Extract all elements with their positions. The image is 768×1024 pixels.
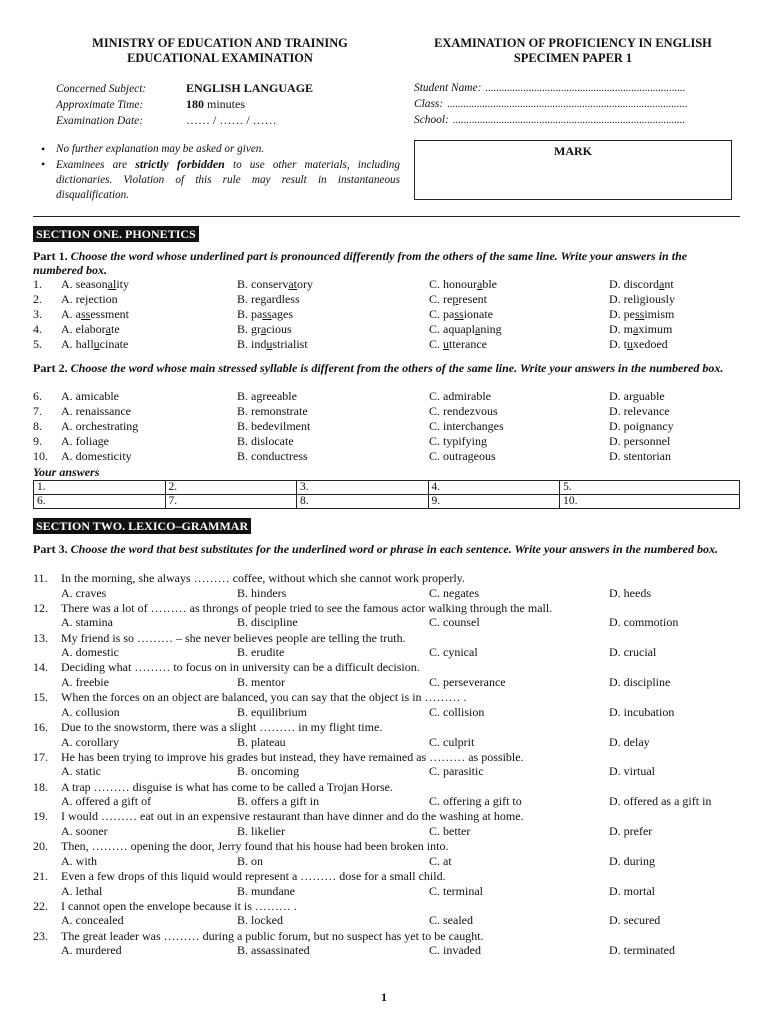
option-a[interactable]: A. lethal [61, 883, 103, 898]
option-a[interactable]: A. hallucinate [61, 337, 129, 351]
part2-label: Part 2. [33, 361, 68, 375]
answer-row [34, 495, 740, 509]
option-c[interactable]: C. honourable [429, 277, 497, 291]
question-number: 14. [33, 660, 48, 675]
question-options [33, 764, 733, 779]
option-a[interactable]: A. orchestrating [61, 419, 139, 433]
part3-label: Part 3. [33, 542, 68, 556]
question-stem [33, 571, 733, 586]
question-row [33, 337, 733, 352]
option-a[interactable]: A. corollary [61, 734, 119, 749]
section-two-title: SECTION TWO. LEXICO–GRAMMAR [33, 518, 251, 534]
option-b[interactable]: B. offers a gift in [237, 794, 320, 809]
time-label: Approximate Time: [56, 99, 144, 111]
answer-cell[interactable]: 6. [34, 495, 166, 509]
question-number: 12. [33, 600, 48, 615]
question-text: I cannot open the envelope because it is ……… . [61, 898, 297, 913]
date-label: Examination Date: [56, 115, 143, 127]
question-text: My friend is so ……… – she never believes people are telling the truth. [61, 630, 406, 645]
question-number: 16. [33, 720, 48, 734]
exam-title-header [414, 36, 732, 66]
question-number: 23. [33, 928, 48, 943]
option-c[interactable]: C. counsel [429, 615, 480, 630]
ministry-line2: EDUCATIONAL EXAMINATION [127, 51, 313, 65]
option-b[interactable]: B. erudite [237, 645, 285, 660]
question-number: 20. [33, 839, 48, 854]
ministry-header [70, 36, 370, 66]
question-text: The great leader was ……… during a public forum, but no suspect has yet to be caught. [61, 928, 484, 943]
underlined-part: a [261, 322, 267, 336]
question-number: 9. [33, 434, 42, 448]
option-c[interactable]: C. negates [429, 585, 479, 600]
underlined-part: p [452, 292, 459, 306]
question-row [33, 322, 733, 337]
option-a[interactable]: A. collusion [61, 704, 120, 719]
option-d[interactable]: D. discipline [609, 674, 671, 689]
option-d[interactable]: D. stentorian [609, 449, 671, 463]
question-text: Deciding what ……… to focus on in university can be a difficult decision. [61, 660, 420, 675]
answer-cell[interactable]: 4. [428, 481, 560, 495]
underlined-part: u [443, 337, 450, 351]
part3-instructions [33, 542, 733, 556]
option-b[interactable]: B. discipline [237, 615, 298, 630]
underlined-part: at [288, 277, 297, 291]
option-d[interactable]: D. crucial [609, 645, 657, 660]
option-b[interactable]: B. plateau [237, 734, 286, 749]
option-c[interactable]: C. offering a gift to [429, 794, 522, 809]
option-d[interactable]: D. secured [609, 913, 661, 928]
question-row [33, 404, 733, 419]
option-b[interactable]: B. industrialist [237, 337, 308, 351]
time-row [56, 96, 396, 112]
option-a[interactable]: A. stamina [61, 615, 113, 630]
option-a[interactable]: A. with [61, 853, 97, 868]
question-number: 4. [33, 322, 42, 336]
question-number: 2. [33, 292, 42, 306]
option-b[interactable]: B. hinders [237, 585, 287, 600]
exam-title-line2: SPECIMEN PAPER 1 [513, 51, 633, 65]
question-options [33, 675, 733, 690]
question-number: 5. [33, 337, 42, 351]
rule-item [38, 157, 400, 203]
rule-item: • No further explanation may be asked or given. [38, 142, 400, 157]
option-d[interactable]: D. delay [609, 734, 650, 749]
question-options [33, 854, 733, 869]
answer-cell[interactable]: 3. [297, 481, 429, 495]
question-stem [33, 660, 733, 675]
mark-label: MARK [554, 144, 592, 158]
option-c[interactable]: C. better [429, 823, 471, 838]
question-number: 19. [33, 809, 48, 824]
mark-box[interactable] [414, 140, 732, 200]
option-a[interactable]: A. renaissance [61, 404, 131, 418]
subject-label: Concerned Subject: [56, 83, 147, 95]
underlined-part: ss [81, 307, 91, 321]
option-a[interactable]: A. offered a gift of [61, 794, 152, 809]
option-c[interactable]: C. cynical [429, 645, 478, 660]
option-a[interactable]: A. domestic [61, 645, 119, 660]
question-options [33, 884, 733, 899]
answer-cell[interactable]: 10. [560, 495, 740, 509]
option-b[interactable]: B. conservatory [237, 277, 313, 291]
part3-text: Choose the word that best substitutes for the underlined word or phrase in each sentence. Write your answers in the numbered box. [67, 542, 718, 556]
question-text: Then, ……… opening the door, Jerry found that his house had been broken into. [61, 839, 449, 854]
option-a[interactable]: A. static [61, 764, 101, 779]
option-a[interactable]: A. seasonality [61, 277, 130, 291]
option-d[interactable]: D. arguable [609, 389, 665, 403]
option-a[interactable]: A. elaborate [61, 322, 120, 336]
option-b[interactable]: B. agreeable [237, 389, 297, 403]
answer-cell[interactable]: 8. [297, 495, 429, 509]
question-row [33, 389, 733, 404]
underlined-part: u [266, 337, 273, 351]
rule2-pre: Examinees are [56, 159, 136, 171]
question-text: I would ……… eat out in an expensive restaurant than have dinner and do the washing at home. [61, 809, 524, 824]
option-c[interactable]: C. culprit [429, 734, 475, 749]
option-c[interactable]: C. rendezvous [429, 404, 498, 418]
option-b[interactable]: B. equilibrium [237, 704, 307, 719]
option-a[interactable]: A. domesticity [61, 449, 132, 463]
option-d[interactable]: D. relevance [609, 404, 670, 418]
question-stem [33, 690, 733, 705]
underlined-part: a [633, 322, 639, 336]
question-row [33, 434, 733, 449]
question-number: 13. [33, 630, 48, 645]
question-options [33, 943, 733, 958]
option-d[interactable]: D. discordant [609, 277, 674, 291]
option-d[interactable]: D. terminated [609, 943, 675, 958]
school-field[interactable]: ...................................................................................... [452, 115, 685, 126]
option-c[interactable]: C. aquaplaning [429, 322, 502, 336]
part2-text: Choose the word whose main stressed syllable is different from the others of the same line. Write your answers in the numbered box. [67, 361, 724, 375]
option-b[interactable]: B. oncoming [237, 764, 299, 779]
option-d[interactable]: D. offered as a gift in [609, 794, 712, 809]
option-c[interactable]: C. admirable [429, 389, 491, 403]
option-b[interactable]: B. locked [237, 913, 283, 928]
option-d[interactable]: D. poignancy [609, 419, 674, 433]
question-number: 10. [33, 449, 48, 463]
option-d[interactable]: D. commotion [609, 615, 679, 630]
question-stem [33, 601, 733, 616]
ministry-line1: MINISTRY OF EDUCATION AND TRAINING [92, 36, 348, 50]
student-name-row[interactable] [414, 80, 734, 96]
rule2-strong: strictly forbidden [135, 157, 225, 171]
option-a[interactable]: A. amicable [61, 389, 119, 403]
option-c[interactable]: C. typifying [429, 434, 488, 448]
underlined-part: a [477, 277, 483, 291]
option-d[interactable]: D. pessimism [609, 307, 675, 321]
question-stem [33, 631, 733, 646]
question-row [33, 307, 733, 322]
question-stem [33, 929, 733, 944]
underlined-part: g [639, 292, 646, 306]
question-number: 8. [33, 419, 42, 433]
school-label: School: [414, 114, 449, 126]
date-row [56, 112, 396, 128]
time-value-unit: minutes [204, 97, 245, 111]
question-stem [33, 869, 733, 884]
question-number: 15. [33, 690, 48, 705]
underlined-part: u [93, 337, 100, 351]
option-d[interactable]: D. mortal [609, 883, 655, 898]
question-row [33, 277, 733, 292]
time-value [186, 96, 245, 112]
option-b[interactable]: B. passages [237, 307, 294, 321]
option-d[interactable]: D. religiously [609, 292, 675, 306]
question-number: 22. [33, 898, 48, 913]
question-text: There was a lot of ……… as throngs of people tried to see the famous actor walking through the mall. [61, 600, 553, 615]
option-b[interactable]: B. likelier [237, 823, 285, 838]
underlined-part: ss [635, 307, 645, 321]
option-a[interactable]: A. foliage [61, 434, 109, 448]
option-c[interactable]: C. at [429, 853, 452, 868]
option-d[interactable]: D. virtual [609, 764, 655, 779]
answer-cell[interactable]: 5. [560, 481, 740, 495]
question-number: 18. [33, 779, 48, 794]
subject-row [56, 80, 396, 96]
option-c[interactable]: C. represent [429, 292, 487, 306]
exam-title-line1: EXAMINATION OF PROFICIENCY IN ENGLISH [434, 36, 712, 50]
question-stem [33, 899, 733, 914]
header-divider [33, 216, 740, 217]
answer-cell[interactable]: 2. [165, 481, 297, 495]
option-b[interactable]: B. remonstrate [237, 404, 308, 418]
class-field[interactable]: ......................................................................................... [447, 99, 688, 110]
question-stem [33, 809, 733, 824]
exam-meta [56, 80, 396, 128]
option-d[interactable]: D. maximum [609, 322, 673, 336]
question-options [33, 705, 733, 720]
option-a[interactable]: A. murdered [61, 943, 122, 958]
question-options [33, 586, 733, 601]
question-stem [33, 750, 733, 765]
option-a[interactable]: A. sooner [61, 823, 108, 838]
section-one-title: SECTION ONE. PHONETICS [33, 226, 199, 242]
class-label: Class: [414, 98, 444, 110]
question-number: 6. [33, 389, 42, 403]
question-number: 21. [33, 869, 48, 883]
answer-cell[interactable]: 9. [428, 495, 560, 509]
question-options [33, 735, 733, 750]
option-d[interactable]: D. during [609, 853, 655, 868]
option-b[interactable]: B. on [237, 853, 264, 868]
question-options [33, 794, 733, 809]
question-number: 3. [33, 307, 42, 321]
option-a[interactable]: A. concealed [61, 913, 124, 928]
answer-cell[interactable]: 1. [34, 481, 166, 495]
underlined-part: j [85, 292, 89, 306]
question-text: A trap ……… disguise is what has come to be called a Trojan Horse. [61, 779, 393, 794]
underlined-part: ss [454, 307, 464, 321]
school-row[interactable] [414, 112, 734, 128]
question-stem [33, 720, 733, 735]
underlined-part: u [627, 337, 633, 351]
option-b[interactable]: B. bedevilment [237, 419, 311, 433]
option-b[interactable]: B. dislocate [237, 434, 294, 448]
option-c[interactable]: C. passionate [429, 307, 494, 321]
option-a[interactable]: A. freebie [61, 674, 109, 689]
underlined-part: ss [262, 307, 272, 321]
option-b[interactable]: B. regardless [237, 292, 300, 306]
question-number: 11. [33, 571, 48, 585]
option-d[interactable]: D. incubation [609, 704, 675, 719]
underlined-part: a [659, 277, 665, 291]
option-c[interactable]: C. perseverance [429, 674, 506, 689]
question-number: 7. [33, 404, 42, 418]
exam-rules [38, 142, 400, 203]
part1-text: Choose the word whose underlined part is pronounced differently from the others of the same line. Write your answers in the numbered box. [33, 249, 688, 277]
option-b[interactable]: B. mundane [237, 883, 295, 898]
question-options [33, 645, 733, 660]
option-c[interactable]: C. outrageous [429, 449, 496, 463]
question-number: 1. [33, 277, 42, 291]
option-b[interactable]: B. gracious [237, 322, 292, 336]
answer-cell[interactable]: 7. [165, 495, 297, 509]
question-text: When the forces on an object are balanced, you can say that the object is in ……… . [61, 690, 467, 705]
option-b[interactable]: B. mentor [237, 674, 285, 689]
rule2-post: to use other materials, including dictionaries. Violation of this rule may result in instantaneous disqualification. [56, 159, 400, 201]
option-c[interactable]: C. sealed [429, 913, 473, 928]
question-number: 17. [33, 749, 48, 764]
underlined-part: a [105, 322, 111, 336]
student-name-field[interactable]: .......................................................................... [485, 83, 686, 94]
student-name-label: Student Name: [414, 82, 482, 94]
option-b[interactable]: B. conductress [237, 449, 308, 463]
question-stem [33, 839, 733, 854]
question-row [33, 449, 733, 464]
option-c[interactable]: C. collision [429, 704, 485, 719]
question-options [33, 913, 733, 928]
option-b[interactable]: B. assassinated [237, 943, 310, 958]
your-answers-label: Your answers [33, 465, 100, 479]
question-text: Due to the snowstorm, there was a slight ……… in my flight time. [61, 720, 383, 734]
option-d[interactable]: D. prefer [609, 823, 653, 838]
student-info [414, 80, 734, 128]
part2-instructions [33, 361, 733, 375]
part1-label: Part 1. [33, 249, 68, 263]
underlined-part: a [475, 322, 481, 336]
underlined-part: al [107, 277, 117, 291]
time-value-number: 180 [186, 97, 204, 111]
date-value: …… / …… / …… [186, 113, 277, 127]
question-text: In the morning, she always ……… coffee, without which she cannot work properly. [61, 571, 465, 585]
answer-table [33, 480, 740, 509]
option-c[interactable]: C. terminal [429, 883, 483, 898]
question-options [33, 615, 733, 630]
option-d[interactable]: D. heeds [609, 585, 651, 600]
option-d[interactable]: D. personnel [609, 434, 671, 448]
option-c[interactable]: C. interchanges [429, 419, 504, 433]
question-text: He has been trying to improve his grades but instead, they have remained as ……… as possible. [61, 749, 524, 764]
part1-instructions [33, 249, 733, 277]
class-row[interactable] [414, 96, 734, 112]
option-c[interactable]: C. invaded [429, 943, 481, 958]
question-stem [33, 780, 733, 795]
option-c[interactable]: C. parasitic [429, 764, 484, 779]
option-a[interactable]: A. assessment [61, 307, 130, 321]
question-options [33, 824, 733, 839]
option-a[interactable]: A. craves [61, 585, 107, 600]
subject-value: ENGLISH LANGUAGE [186, 81, 314, 95]
option-c[interactable]: C. utterance [429, 337, 487, 351]
underlined-part: g [260, 292, 267, 306]
page-number: 1 [381, 990, 387, 1004]
option-d[interactable]: D. tuxedoed [609, 337, 668, 351]
answer-row [34, 481, 740, 495]
question-row [33, 292, 733, 307]
option-a[interactable]: A. rejection [61, 292, 118, 306]
question-row [33, 419, 733, 434]
question-text: Even a few drops of this liquid would represent a ……… dose for a small child. [61, 869, 446, 883]
